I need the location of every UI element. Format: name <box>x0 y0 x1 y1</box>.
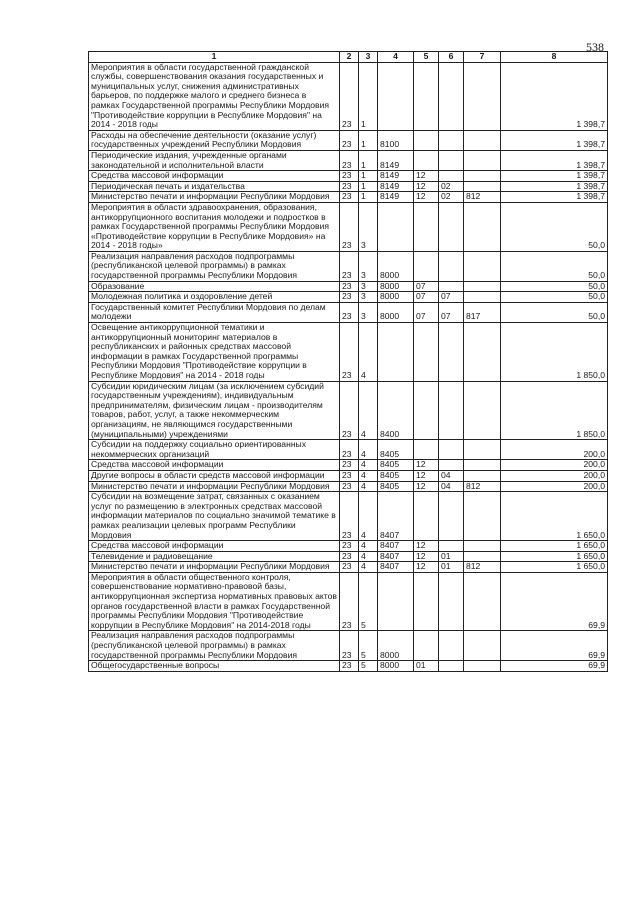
cell-code-3: 4 <box>359 460 378 471</box>
cell-code-6 <box>439 281 464 292</box>
cell-code-4: 8000 <box>378 292 414 303</box>
cell-item-name: Министерство печати и информации Республики Мордовия <box>89 562 340 573</box>
cell-code-5: 12 <box>414 481 439 492</box>
cell-code-3: 3 <box>359 292 378 303</box>
cell-code-3: 3 <box>359 281 378 292</box>
cell-code-7 <box>464 551 501 562</box>
cell-code-7 <box>464 631 501 661</box>
cell-item-name: Реализация направления расходов подпрограммы (республиканской целевой программы) в рамках государственной программы Республики Мордовия <box>89 251 340 281</box>
cell-code-4 <box>378 202 414 251</box>
cell-code-2: 23 <box>340 181 359 192</box>
cell-code-6: 01 <box>439 562 464 573</box>
cell-code-4: 8000 <box>378 661 414 672</box>
cell-code-4: 8407 <box>378 492 414 541</box>
cell-code-4: 8000 <box>378 251 414 281</box>
cell-amount: 1 398,7 <box>501 192 608 203</box>
budget-table <box>88 51 608 672</box>
cell-amount: 50,0 <box>501 281 608 292</box>
cell-code-3: 5 <box>359 631 378 661</box>
cell-code-7 <box>464 661 501 672</box>
table-row <box>89 323 608 382</box>
cell-code-2: 23 <box>340 202 359 251</box>
cell-code-7 <box>464 181 501 192</box>
cell-code-3: 4 <box>359 562 378 573</box>
cell-code-3: 1 <box>359 171 378 182</box>
cell-code-7 <box>464 323 501 382</box>
cell-item-name: Общегосударственные вопросы <box>89 661 340 672</box>
cell-amount: 200,0 <box>501 440 608 460</box>
cell-code-3: 1 <box>359 62 378 130</box>
col-header-4: 4 <box>378 52 414 63</box>
cell-code-7 <box>464 292 501 303</box>
cell-code-7: 812 <box>464 192 501 203</box>
cell-code-5 <box>414 202 439 251</box>
cell-code-4: 8149 <box>378 192 414 203</box>
cell-amount: 50,0 <box>501 302 608 322</box>
cell-code-6 <box>439 202 464 251</box>
table-row <box>89 460 608 471</box>
cell-code-6: 02 <box>439 192 464 203</box>
cell-code-2: 23 <box>340 192 359 203</box>
cell-code-7: 812 <box>464 481 501 492</box>
cell-code-6: 02 <box>439 181 464 192</box>
cell-code-7 <box>464 62 501 130</box>
cell-code-3: 1 <box>359 130 378 150</box>
cell-code-2: 23 <box>340 381 359 440</box>
cell-code-2: 23 <box>340 302 359 322</box>
cell-code-4: 8149 <box>378 171 414 182</box>
cell-code-4 <box>378 62 414 130</box>
cell-code-4: 8407 <box>378 541 414 552</box>
table-row <box>89 572 608 631</box>
table-row <box>89 251 608 281</box>
cell-code-6 <box>439 171 464 182</box>
cell-code-3: 3 <box>359 251 378 281</box>
cell-code-5 <box>414 440 439 460</box>
col-header-6: 6 <box>439 52 464 63</box>
cell-amount: 1 650,0 <box>501 492 608 541</box>
cell-amount: 1 650,0 <box>501 551 608 562</box>
cell-code-4: 8400 <box>378 381 414 440</box>
cell-code-2: 23 <box>340 551 359 562</box>
cell-code-7 <box>464 130 501 150</box>
cell-amount: 200,0 <box>501 460 608 471</box>
cell-code-3: 4 <box>359 481 378 492</box>
cell-code-4: 8149 <box>378 150 414 170</box>
cell-code-5: 07 <box>414 292 439 303</box>
cell-code-6 <box>439 381 464 440</box>
cell-item-name: Другие вопросы в области средств массовой информации <box>89 470 340 481</box>
cell-code-4: 8405 <box>378 470 414 481</box>
cell-amount: 69,9 <box>501 572 608 631</box>
cell-amount: 1 398,7 <box>501 171 608 182</box>
cell-code-5: 12 <box>414 541 439 552</box>
cell-code-2: 23 <box>340 281 359 292</box>
table-row <box>89 292 608 303</box>
table-row <box>89 202 608 251</box>
cell-amount: 1 650,0 <box>501 541 608 552</box>
table-row <box>89 562 608 573</box>
cell-code-6: 04 <box>439 470 464 481</box>
cell-code-5 <box>414 572 439 631</box>
cell-code-3: 4 <box>359 323 378 382</box>
table-row <box>89 192 608 203</box>
cell-code-5 <box>414 130 439 150</box>
cell-code-6 <box>439 541 464 552</box>
cell-code-6 <box>439 323 464 382</box>
cell-amount: 50,0 <box>501 202 608 251</box>
table-row <box>89 481 608 492</box>
header-row <box>89 52 608 63</box>
table-row <box>89 62 608 130</box>
cell-code-3: 1 <box>359 192 378 203</box>
table-row <box>89 492 608 541</box>
cell-item-name: Мероприятия в области государственной гражданской службы, совершенствования оказания государственных и муниципальных услуг, снижения административных барьеров, по поддержке малого и среднего бизнеса в рамках Государственной программы Республики Мордовия "Противодействие коррупции в Республике Мордовия" на 2014 - 2018 годы <box>89 62 340 130</box>
cell-code-6 <box>439 661 464 672</box>
col-header-1: 1 <box>89 52 340 63</box>
cell-item-name: Министерство печати и информации Республики Мордовия <box>89 192 340 203</box>
table-body <box>89 62 608 671</box>
cell-item-name: Периодическая печать и издательства <box>89 181 340 192</box>
cell-item-name: Расходы на обеспечение деятельности (оказание услуг) государственных учреждений Республики Мордовия <box>89 130 340 150</box>
cell-code-2: 23 <box>340 171 359 182</box>
cell-amount: 200,0 <box>501 470 608 481</box>
table-row <box>89 541 608 552</box>
cell-code-2: 23 <box>340 150 359 170</box>
cell-code-5 <box>414 492 439 541</box>
cell-amount: 1 398,7 <box>501 150 608 170</box>
table-row <box>89 150 608 170</box>
cell-item-name: Образование <box>89 281 340 292</box>
cell-item-name: Средства массовой информации <box>89 171 340 182</box>
col-header-5: 5 <box>414 52 439 63</box>
cell-code-7 <box>464 150 501 170</box>
cell-amount: 69,9 <box>501 661 608 672</box>
cell-code-7 <box>464 440 501 460</box>
cell-code-7 <box>464 202 501 251</box>
cell-code-6 <box>439 492 464 541</box>
table-row <box>89 381 608 440</box>
cell-code-4: 8405 <box>378 460 414 471</box>
cell-amount: 50,0 <box>501 292 608 303</box>
cell-code-6 <box>439 460 464 471</box>
cell-code-4: 8000 <box>378 631 414 661</box>
cell-code-3: 5 <box>359 661 378 672</box>
cell-amount: 200,0 <box>501 481 608 492</box>
cell-code-4: 8405 <box>378 481 414 492</box>
cell-code-6: 04 <box>439 481 464 492</box>
cell-code-2: 23 <box>340 562 359 573</box>
cell-item-name: Мероприятия в области здравоохранения, образования, антикоррупционного воспитания молодежи и подростков в рамках Государственной программы Республики Мордовия «Противодействие коррупции в Республике Мордовия» на 2014 - 2018 годы» <box>89 202 340 251</box>
cell-code-2: 23 <box>340 460 359 471</box>
cell-code-5: 12 <box>414 192 439 203</box>
cell-amount: 1 850,0 <box>501 381 608 440</box>
cell-code-6: 07 <box>439 292 464 303</box>
cell-amount: 69,9 <box>501 631 608 661</box>
cell-code-2: 23 <box>340 572 359 631</box>
cell-code-3: 4 <box>359 492 378 541</box>
cell-code-7 <box>464 470 501 481</box>
cell-code-2: 23 <box>340 251 359 281</box>
cell-code-7 <box>464 541 501 552</box>
cell-code-2: 23 <box>340 292 359 303</box>
cell-code-6 <box>439 631 464 661</box>
cell-code-2: 23 <box>340 661 359 672</box>
cell-code-3: 4 <box>359 470 378 481</box>
cell-code-2: 23 <box>340 492 359 541</box>
cell-code-7 <box>464 251 501 281</box>
cell-code-3: 4 <box>359 440 378 460</box>
cell-code-3: 1 <box>359 181 378 192</box>
cell-code-4: 8100 <box>378 130 414 150</box>
cell-code-7 <box>464 281 501 292</box>
cell-code-6 <box>439 572 464 631</box>
cell-code-2: 23 <box>340 631 359 661</box>
cell-code-6 <box>439 130 464 150</box>
table-row <box>89 661 608 672</box>
cell-code-6 <box>439 150 464 170</box>
cell-code-5: 01 <box>414 661 439 672</box>
cell-code-5: 07 <box>414 302 439 322</box>
cell-code-7 <box>464 381 501 440</box>
cell-code-6: 07 <box>439 302 464 322</box>
table-row <box>89 281 608 292</box>
cell-code-4: 8000 <box>378 302 414 322</box>
cell-amount: 1 398,7 <box>501 62 608 130</box>
cell-code-2: 23 <box>340 470 359 481</box>
cell-item-name: Периодические издания, учрежденные органами законодательной и исполнительной власти <box>89 150 340 170</box>
cell-item-name: Субсидии юридическим лицам (за исключением субсидий государственным учреждениям), индивидуальным предпринимателям, физическим лицам - производителям товаров, работ, услуг, а также некоммерческим организациям, не являющимся государственными (муниципальными) учреждениями <box>89 381 340 440</box>
cell-code-5: 12 <box>414 470 439 481</box>
cell-code-7: 812 <box>464 562 501 573</box>
cell-code-3: 1 <box>359 150 378 170</box>
cell-code-4: 8407 <box>378 551 414 562</box>
cell-code-7: 817 <box>464 302 501 322</box>
cell-code-6: 01 <box>439 551 464 562</box>
cell-code-4 <box>378 572 414 631</box>
cell-code-4: 8405 <box>378 440 414 460</box>
col-header-7: 7 <box>464 52 501 63</box>
cell-amount: 1 398,7 <box>501 181 608 192</box>
cell-code-5: 12 <box>414 460 439 471</box>
cell-code-5 <box>414 381 439 440</box>
cell-code-5 <box>414 323 439 382</box>
cell-code-3: 5 <box>359 572 378 631</box>
cell-code-5: 12 <box>414 562 439 573</box>
table-row <box>89 130 608 150</box>
cell-code-2: 23 <box>340 62 359 130</box>
cell-code-7 <box>464 460 501 471</box>
cell-item-name: Молодежная политика и оздоровление детей <box>89 292 340 303</box>
cell-code-5: 12 <box>414 551 439 562</box>
table-row <box>89 171 608 182</box>
table-row <box>89 440 608 460</box>
table-row <box>89 631 608 661</box>
cell-item-name: Телевидение и радиовещание <box>89 551 340 562</box>
cell-item-name: Средства массовой информации <box>89 460 340 471</box>
cell-code-2: 23 <box>340 481 359 492</box>
table-row <box>89 551 608 562</box>
cell-code-5 <box>414 150 439 170</box>
cell-code-3: 4 <box>359 551 378 562</box>
cell-item-name: Средства массовой информации <box>89 541 340 552</box>
cell-code-6 <box>439 251 464 281</box>
col-header-2: 2 <box>340 52 359 63</box>
cell-code-4 <box>378 323 414 382</box>
cell-code-4: 8000 <box>378 281 414 292</box>
cell-item-name: Освещение антикоррупционной тематики и антикоррупционный мониторинг материалов в республиканских и районных средствах массовой информации в рамках Государственной программы Республики Мордовия "Противодействие коррупции в Республике Мордовия" на 2014 - 2018 годы <box>89 323 340 382</box>
cell-code-7 <box>464 171 501 182</box>
cell-item-name: Реализация направления расходов подпрограммы (республиканской целевой программы) в рамках государственной программы Республики Мордовия <box>89 631 340 661</box>
cell-code-4: 8407 <box>378 562 414 573</box>
cell-code-7 <box>464 572 501 631</box>
cell-code-2: 23 <box>340 130 359 150</box>
cell-amount: 1 850,0 <box>501 323 608 382</box>
cell-code-7 <box>464 492 501 541</box>
cell-code-2: 23 <box>340 323 359 382</box>
table-row <box>89 181 608 192</box>
table-row <box>89 302 608 322</box>
cell-code-5: 12 <box>414 171 439 182</box>
col-header-8: 8 <box>501 52 608 63</box>
cell-code-2: 23 <box>340 541 359 552</box>
cell-code-4: 8149 <box>378 181 414 192</box>
col-header-3: 3 <box>359 52 378 63</box>
cell-code-5 <box>414 251 439 281</box>
cell-code-3: 4 <box>359 381 378 440</box>
cell-item-name: Мероприятия в области общественного контроля, совершенствование нормативно-правовой базы, антикоррупционная экспертиза нормативных правовых актов органов государственной власти в рамках Государственной программы Республики Мордовия "Противодействие коррупции в Республике Мордовия" на 2014-2018 годы <box>89 572 340 631</box>
cell-code-2: 23 <box>340 440 359 460</box>
cell-item-name: Субсидии на поддержку социально ориентированных некоммерческих организаций <box>89 440 340 460</box>
cell-code-3: 4 <box>359 541 378 552</box>
cell-amount: 50,0 <box>501 251 608 281</box>
cell-code-5: 07 <box>414 281 439 292</box>
cell-amount: 1 398,7 <box>501 130 608 150</box>
cell-item-name: Субсидии на возмещение затрат, связанных с оказанием услуг по размещению в электронных средствах массовой информации материалов по социально значимой тематике в рамках реализации целевых программ Республики Мордовия <box>89 492 340 541</box>
cell-code-5 <box>414 62 439 130</box>
cell-amount: 1 650,0 <box>501 562 608 573</box>
cell-code-3: 3 <box>359 302 378 322</box>
cell-code-6 <box>439 62 464 130</box>
cell-code-6 <box>439 440 464 460</box>
page-number: 538 <box>586 40 604 54</box>
cell-code-5 <box>414 631 439 661</box>
cell-item-name: Министерство печати и информации Республики Мордовия <box>89 481 340 492</box>
cell-code-5: 12 <box>414 181 439 192</box>
table-row <box>89 470 608 481</box>
cell-code-3: 3 <box>359 202 378 251</box>
cell-item-name: Государственный комитет Республики Мордовия по делам молодежи <box>89 302 340 322</box>
